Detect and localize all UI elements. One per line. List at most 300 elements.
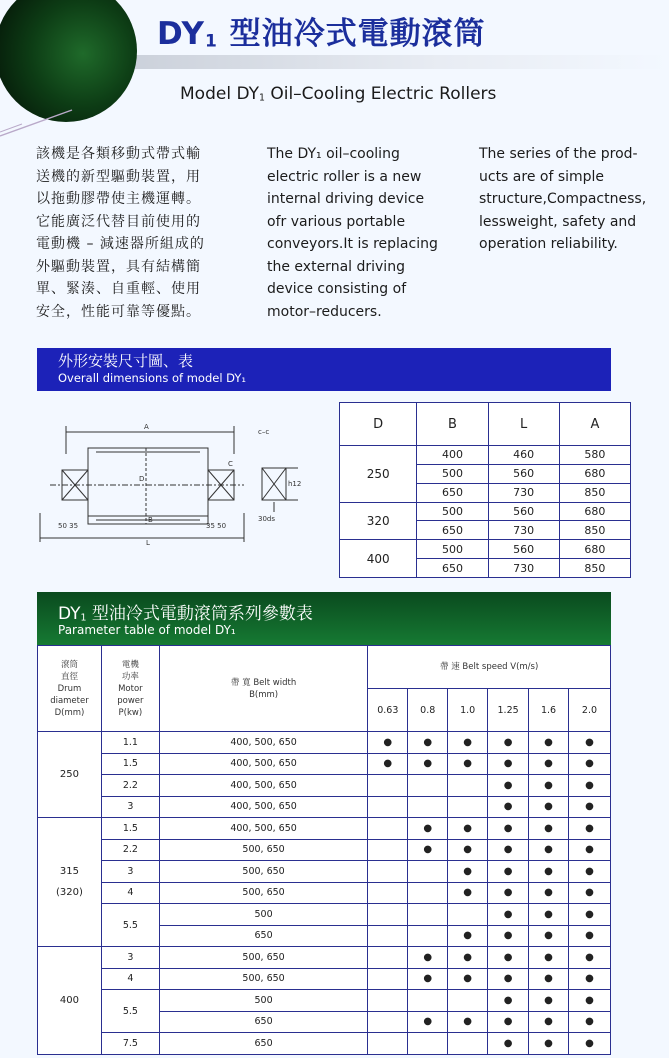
speed-cell [488,732,529,754]
speed-cell [448,1033,488,1055]
speed-cell [568,904,610,926]
speed-available-dot: ● [503,865,513,877]
speed-value: 1.25 [488,689,529,732]
power-header [101,646,159,732]
intro-chinese [36,143,238,323]
speed-available-dot: ● [544,887,553,899]
speed-value: 0.63 [368,689,408,732]
parameter-table [37,645,611,1055]
speed-cell [408,839,448,861]
intro-line: The DY₁ oil–cooling [267,146,400,162]
speed-cell [368,796,408,818]
speed-cell [488,753,529,775]
motor-power-cell: 2.2 [101,775,159,797]
intro-line: lessweight, safety and [479,213,637,230]
dim-value-cell: 850 [559,559,630,578]
speed-cell [568,882,610,904]
motor-power-cell: 1.5 [101,818,159,840]
speed-cell [568,990,610,1012]
drum-diameter-alt: (320) [56,887,83,898]
speed-available-dot: ● [503,736,513,748]
intro-line: 單、緊湊、自重輕、使用 [36,281,201,297]
speed-cell [408,947,448,969]
motor-power-cell: 3 [101,861,159,883]
speed-cell [488,861,529,883]
speed-available-dot: ● [585,822,594,834]
drum-header-line: 滾筒 [60,659,78,670]
param-row [38,882,611,904]
motor-power-cell: 5.5 [101,904,159,947]
label-d: D [139,475,145,483]
width-header-line: 帶 寬 Belt width [230,677,297,688]
belt-width-cell: 650 [159,1011,368,1033]
speed-cell [408,1033,448,1055]
intro-line: operation reliability. [479,236,618,252]
speed-available-dot: ● [503,758,513,770]
param-row [38,947,611,969]
speed-available-dot: ● [585,1016,594,1028]
label-l: L [146,539,150,547]
speed-available-dot: ● [463,758,473,770]
speed-cell [448,1011,488,1033]
label-dim-right: 35 50 [206,522,227,530]
belt-width-cell: 650 [159,925,368,947]
belt-width-cell: 500 [159,904,368,926]
roller-drawing [36,418,306,548]
intro-line: internal driving device [267,191,425,207]
speed-value: 0.8 [408,689,448,732]
speed-cell [529,861,569,883]
drum-diameter: 315 [59,866,79,877]
speed-cell [529,775,569,797]
speed-available-dot: ● [503,844,513,856]
dim-value-cell: 460 [488,446,559,465]
speed-available-dot: ● [585,951,594,963]
speed-cell [408,904,448,926]
section-title-cn: 外形安裝尺寸圖、表 [58,352,194,370]
speed-cell [368,947,408,969]
intro-line: 外驅動裝置，具有結構簡 [36,258,201,275]
speed-cell [368,1033,408,1055]
section2-title-en: Parameter table of model DY₁ [58,623,236,637]
speed-available-dot: ● [423,973,433,985]
dim-header-cell: D [340,403,417,446]
motor-power-cell: 1.5 [101,753,159,775]
speed-header: 帶 速 Belt speed V(m/s) [368,646,611,689]
intro-line: motor–reducers. [267,303,382,320]
speed-value: 1.0 [448,689,488,732]
drum-diameter-cell [38,818,102,947]
speed-value: 1.6 [529,689,569,732]
intro-line: ucts are of simple [479,168,605,185]
speed-available-dot: ● [423,1016,433,1028]
speed-cell [408,882,448,904]
param-row [38,818,611,840]
belt-width-cell: 500 [159,990,368,1012]
param-row [38,904,611,926]
speed-cell [448,925,488,947]
speed-available-dot: ● [463,736,473,748]
speed-cell [529,904,569,926]
intro-line: structure,Compactness, [479,191,647,207]
intro-line: 安全，性能可靠等優點。 [36,303,201,320]
dim-value-cell: 680 [559,464,630,483]
speed-available-dot: ● [423,758,433,770]
speed-cell [568,1011,610,1033]
speed-cell [368,753,408,775]
speed-available-dot: ● [503,930,513,942]
motor-power-cell: 2.2 [101,839,159,861]
dimensions-table [339,402,631,578]
speed-cell [368,818,408,840]
speed-cell [448,732,488,754]
speed-available-dot: ● [463,865,473,877]
speed-cell [368,839,408,861]
drum-diameter-cell [38,732,102,818]
speed-cell [568,775,610,797]
speed-cell [368,861,408,883]
belt-width-cell: 500, 650 [159,947,368,969]
section-bar-dimensions [37,348,611,391]
speed-cell [488,775,529,797]
dim-value-cell: 680 [559,540,630,559]
param-row [38,968,611,990]
speed-available-dot: ● [423,844,433,856]
speed-available-dot: ● [585,908,594,920]
belt-width-cell: 400, 500, 650 [159,753,368,775]
speed-available-dot: ● [463,844,473,856]
speed-cell [408,818,448,840]
width-header [159,646,368,732]
label-30ds: 30ds [258,515,275,523]
intro-english-2 [479,143,659,256]
speed-cell [408,861,448,883]
speed-available-dot: ● [544,930,553,942]
drum-header [38,646,102,732]
intro-line: 電動機 – 減速器所組成的 [36,236,205,252]
dim-header-row [340,403,631,446]
belt-width-cell: 500, 650 [159,882,368,904]
dim-diameter-cell: 250 [340,446,417,503]
motor-power-cell: 3 [101,947,159,969]
dim-value-cell: 730 [488,521,559,540]
speed-available-dot: ● [544,779,553,791]
dim-value-cell: 500 [417,502,488,521]
speed-cell [568,861,610,883]
speed-cell [368,925,408,947]
speed-available-dot: ● [503,908,513,920]
dim-value-cell: 850 [559,521,630,540]
speed-available-dot: ● [544,822,553,834]
speed-available-dot: ● [503,951,513,963]
speed-cell [488,990,529,1012]
speed-cell [529,839,569,861]
power-header-line: power [117,695,144,706]
speed-value: 2.0 [568,689,610,732]
page-title: $DY_1$ 型油冷式電動滾筒 [157,16,486,52]
width-header-line: B(mm) [249,689,279,700]
drum-diameter-cell [38,947,102,1055]
param-header-row [38,646,611,689]
speed-available-dot: ● [503,801,513,813]
label-b: B [148,516,153,524]
motor-power-cell: 4 [101,882,159,904]
speed-cell [529,796,569,818]
speed-available-dot: ● [544,736,553,748]
speed-cell [529,947,569,969]
speed-cell [568,968,610,990]
section2-title-cn: $DY_1$ 型油冷式電動滾筒系列參數表 [58,604,313,624]
dim-value-cell: 680 [559,502,630,521]
speed-cell [529,925,569,947]
speed-cell [568,925,610,947]
speed-cell [448,818,488,840]
speed-cell [529,753,569,775]
belt-width-cell: 400, 500, 650 [159,775,368,797]
speed-cell [568,732,610,754]
speed-cell [408,1011,448,1033]
speed-cell [448,753,488,775]
speed-available-dot: ● [423,951,433,963]
label-dim-left: 50 35 [58,522,79,530]
speed-cell [568,947,610,969]
speed-cell [488,1033,529,1055]
speed-cell [488,796,529,818]
drum-header-line: diameter [50,695,89,706]
belt-width-cell: 400, 500, 650 [159,732,368,754]
drum-diameter: 400 [59,994,79,1006]
speed-cell [488,839,529,861]
speed-cell [529,1011,569,1033]
param-row [38,861,611,883]
intro-line: 該機是各類移動式帶式輸 [36,146,201,162]
intro-line: device consisting of [267,281,407,297]
speed-available-dot: ● [463,951,473,963]
speed-cell [529,1033,569,1055]
speed-available-dot: ● [503,1016,513,1028]
speed-cell [529,732,569,754]
speed-cell [408,775,448,797]
speed-cell [568,839,610,861]
dim-value-cell: 730 [488,559,559,578]
speed-available-dot: ● [544,994,553,1006]
speed-available-dot: ● [463,1016,473,1028]
motor-power-cell: 5.5 [101,990,159,1033]
motor-power-cell: 7.5 [101,1033,159,1055]
speed-cell [448,968,488,990]
speed-cell [408,732,448,754]
dim-value-cell: 580 [559,446,630,465]
dim-header-cell: L [488,403,559,446]
speed-cell [529,818,569,840]
speed-cell [488,904,529,926]
dim-row [340,502,631,521]
dim-value-cell: 560 [488,540,559,559]
speed-cell [368,732,408,754]
motor-power-cell: 3 [101,796,159,818]
speed-available-dot: ● [463,973,473,985]
dim-value-cell: 560 [488,502,559,521]
speed-available-dot: ● [585,887,594,899]
dim-diameter-cell: 400 [340,540,417,578]
dim-value-cell: 850 [559,483,630,502]
dim-value-cell: 730 [488,483,559,502]
speed-cell [448,839,488,861]
speed-cell [448,904,488,926]
speed-available-dot: ● [585,801,594,813]
speed-available-dot: ● [544,1016,553,1028]
motor-power-cell: 1.1 [101,732,159,754]
speed-available-dot: ● [423,736,433,748]
speed-available-dot: ● [463,822,473,834]
speed-cell [488,947,529,969]
drum-header-line: Drum [57,683,82,694]
speed-available-dot: ● [383,736,393,748]
speed-cell [529,968,569,990]
speed-cell [448,990,488,1012]
speed-cell [448,796,488,818]
param-row [38,753,611,775]
belt-width-cell: 500, 650 [159,861,368,883]
section-title-en: Overall dimensions of model DY₁ [58,371,247,385]
speed-available-dot: ● [544,801,553,813]
speed-available-dot: ● [544,951,553,963]
dim-value-cell: 500 [417,464,488,483]
speed-available-dot: ● [544,865,553,877]
dim-value-cell: 400 [417,446,488,465]
param-row [38,839,611,861]
speed-available-dot: ● [585,779,594,791]
speed-cell [529,990,569,1012]
power-header-line: P(kw) [118,707,143,718]
drum-header-line: 直徑 [60,671,78,682]
speed-available-dot: ● [544,758,553,770]
intro-line: 以拖動膠帶使主機運轉。 [36,191,201,207]
speed-available-dot: ● [585,1037,594,1049]
speed-cell [448,775,488,797]
page-subtitle: Model $DY_1$ Oil–Cooling Electric Rollers [180,84,497,104]
speed-cell [408,753,448,775]
intro-line: 它能廣泛代替目前使用的 [36,213,201,230]
label-c: C [228,460,233,468]
motor-power-cell: 4 [101,968,159,990]
intro-line: The series of the prod- [479,146,638,162]
intro-line: 送機的新型驅動裝置，用 [36,168,201,185]
dim-value-cell: 650 [417,521,488,540]
speed-cell [368,904,408,926]
label-h: h12 [288,480,302,488]
param-row [38,990,611,1012]
label-cc: c–c [258,428,270,436]
speed-available-dot: ● [544,908,553,920]
speed-cell [488,1011,529,1033]
dim-value-cell: 650 [417,483,488,502]
intro-line: electric roller is a new [267,168,422,185]
param-row [38,796,611,818]
speed-available-dot: ● [585,973,594,985]
belt-width-cell: 400, 500, 650 [159,796,368,818]
speed-cell [488,882,529,904]
drum-diameter: 250 [59,769,79,780]
speed-cell [488,925,529,947]
speed-available-dot: ● [503,887,513,899]
param-row [38,732,611,754]
belt-width-cell: 650 [159,1033,368,1055]
dim-row [340,540,631,559]
speed-available-dot: ● [585,758,594,770]
power-header-line: Motor [118,683,143,694]
speed-available-dot: ● [544,844,553,856]
speed-available-dot: ● [463,930,473,942]
speed-available-dot: ● [585,994,594,1006]
power-header-line: 電機 [121,659,139,670]
power-header-line: 功率 [121,671,139,682]
speed-cell [529,882,569,904]
belt-width-cell: 400, 500, 650 [159,818,368,840]
speed-available-dot: ● [503,822,513,834]
dim-value-cell: 500 [417,540,488,559]
intro-line: ofr various portable [267,213,406,230]
speed-cell [408,925,448,947]
intro-line: conveyors.It is replacing [267,236,438,252]
speed-available-dot: ● [503,779,513,791]
speed-available-dot: ● [463,887,473,899]
speed-cell [368,775,408,797]
speed-cell [408,990,448,1012]
speed-cell [568,818,610,840]
speed-available-dot: ● [585,736,594,748]
speed-available-dot: ● [585,930,594,942]
speed-available-dot: ● [503,994,513,1006]
speed-available-dot: ● [544,1037,553,1049]
speed-available-dot: ● [544,973,553,985]
param-row [38,1033,611,1055]
dim-diameter-cell: 320 [340,502,417,540]
speed-cell [368,968,408,990]
speed-available-dot: ● [423,822,433,834]
speed-cell [408,796,448,818]
speed-available-dot: ● [383,758,393,770]
dim-value-cell: 560 [488,464,559,483]
intro-line: the external driving [267,258,405,275]
belt-width-cell: 500, 650 [159,839,368,861]
speed-cell [568,1033,610,1055]
intro-english-1 [267,143,439,323]
speed-cell [448,861,488,883]
dim-header-cell: B [417,403,488,446]
speed-cell [368,990,408,1012]
drum-header-line: D(mm) [54,707,85,718]
label-a: A [144,423,149,431]
speed-cell [368,1011,408,1033]
speed-cell [368,882,408,904]
dim-row [340,446,631,465]
param-row [38,775,611,797]
speed-available-dot: ● [503,973,513,985]
speed-cell [448,882,488,904]
speed-cell [448,947,488,969]
belt-width-cell: 500, 650 [159,968,368,990]
speed-cell [488,968,529,990]
dim-value-cell: 650 [417,559,488,578]
dim-header-cell: A [559,403,630,446]
speed-cell [568,753,610,775]
speed-cell [568,796,610,818]
section-bar-parameters [37,592,611,645]
speed-available-dot: ● [585,844,594,856]
speed-cell [408,968,448,990]
speed-available-dot: ● [503,1037,513,1049]
